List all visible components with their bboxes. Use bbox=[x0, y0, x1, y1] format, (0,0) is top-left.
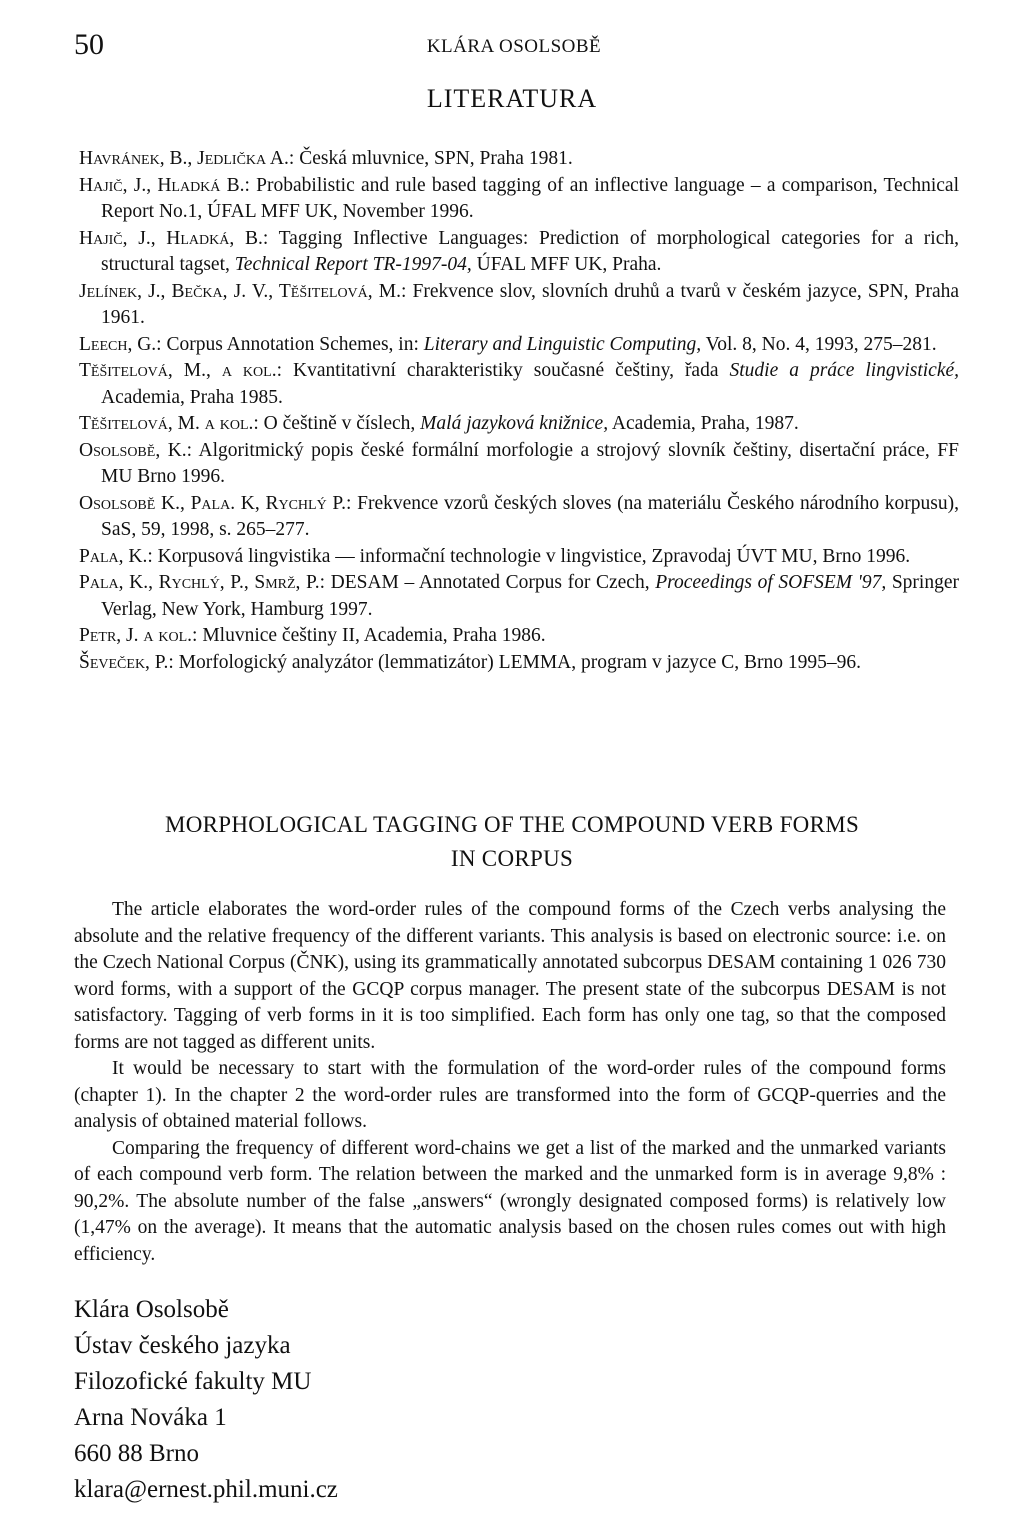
reference-authors: Těšitelová, M. a kol.: bbox=[79, 413, 259, 434]
reference-item bbox=[79, 544, 959, 571]
reference-authors: Hajič, J., Hladká B.: bbox=[79, 174, 250, 196]
reference-title: Kvantitativní charakteristiky současné češtiny, řada bbox=[293, 360, 719, 381]
author-institute: Ústav českého jazyka bbox=[74, 1332, 291, 1359]
reference-authors: Petr, J. a kol.: bbox=[79, 625, 198, 646]
reference-publication: Technical Report No.1, ÚFAL MFF UK, November 1996. bbox=[101, 174, 960, 222]
reference-authors: Leech, G.: bbox=[79, 333, 162, 355]
section-title: LITERATURA bbox=[426, 84, 598, 113]
reference-title: Frekvence slov, slovních druhů a tvarů v českém jazyce, bbox=[412, 280, 862, 302]
reference-item bbox=[79, 491, 959, 544]
author-address bbox=[74, 1292, 674, 1508]
reference-title: DESAM – Annotated Corpus for Czech, bbox=[330, 572, 650, 593]
reference-title: Algoritmický popis české formální morfologie a strojový slovník češtiny, disertační práce, bbox=[198, 439, 930, 461]
reference-authors: Osolsobě K., Pala. K, Rychlý P.: bbox=[79, 492, 352, 514]
reference-authors: Havránek, B., Jedlička A.: bbox=[79, 148, 295, 169]
reference-item bbox=[79, 438, 959, 491]
reference-series: Technical Report TR-1997-04, bbox=[234, 254, 472, 275]
reference-authors: Ševeček, P.: bbox=[79, 651, 174, 673]
reference-publication: Vol. 8, No. 4, 1993, 275–281. bbox=[705, 333, 937, 355]
article-title-line-2: IN CORPUS bbox=[450, 846, 574, 871]
article-title bbox=[80, 808, 944, 876]
reference-series: Proceedings of SOFSEM '97, bbox=[655, 572, 887, 593]
abstract-paragraph: The article elaborates the word-order rules of the compound forms of the Czech verbs analysing the absolute and the relative frequency of the different variants. This analysis is based on electronic source: i.e. on the Czech National Corpus (ČNK), using its grammatically annotated subcorpus DESAM containing 1 026 730 word forms, with a support of the GCQP corpus manager. The present state of the subcorpus DESAM is not satisfactory. Tagging of verb forms in it is too simplified. Each form has only one tag, so that the composed forms are not tagged as different units. bbox=[74, 899, 946, 1053]
reference-publication: Academia, Praha 1986. bbox=[363, 625, 546, 646]
reference-publication: FF MU Brno 1996. bbox=[101, 439, 959, 487]
abstract-paragraph: It would be necessary to start with the formulation of the word-order rules of the compound forms (chapter 1). In the chapter 2 the word-order rules are transformed into the form of GCQP-querries and the analysis of obtained material follows. bbox=[74, 1058, 946, 1132]
abstract-paragraph: Comparing the frequency of different word-chains we get a list of the marked and the unmarked variants of each compound verb form. The relation between the marked and the unmarked form is in average 9,8% : 90,2%. The absolute number of the false „answers“ (wrongly designated composed forms) is relatively low (1,47% on the average). It means that the automatic analysis based on the chosen rules comes out with high efficiency. bbox=[74, 1137, 946, 1265]
reference-title: Korpusová lingvistika — informační technologie v lingvistice, bbox=[157, 545, 647, 567]
reference-title: Probabilistic and rule based tagging of an inflective language – a comparison, bbox=[256, 174, 878, 196]
reference-list bbox=[79, 146, 959, 676]
reference-item bbox=[79, 358, 959, 411]
reference-item bbox=[79, 570, 959, 623]
reference-item bbox=[79, 332, 959, 359]
reference-authors: Jelínek, J., Bečka, J. V., Těšitelová, M.: bbox=[79, 280, 407, 302]
reference-item bbox=[79, 226, 959, 279]
reference-publication: Academia, Praha 1985. bbox=[101, 386, 283, 408]
reference-title: O češtině v číslech, bbox=[263, 413, 416, 434]
running-head: KLÁRA OSOLSOBĚ bbox=[426, 36, 602, 57]
reference-title: Corpus Annotation Schemes, in: bbox=[166, 333, 419, 355]
reference-publication: ÚFAL MFF UK, Praha. bbox=[476, 254, 662, 275]
abstract bbox=[74, 897, 946, 1268]
reference-item bbox=[79, 279, 959, 332]
reference-series: Literary and Linguistic Computing, bbox=[423, 333, 702, 355]
reference-publication: Springer Verlag, New York, Hamburg 1997. bbox=[101, 572, 959, 620]
reference-authors: Těšitelová, M., a kol.: bbox=[79, 360, 282, 381]
reference-authors: Hajič, J., Hladká, B.: bbox=[79, 227, 269, 249]
reference-publication: SaS, 59, 1998, s. 265–277. bbox=[101, 519, 310, 540]
page-header bbox=[74, 28, 954, 68]
reference-publication: Zpravodaj ÚVT MU, Brno 1996. bbox=[651, 545, 911, 567]
author-street: Arna Nováka 1 bbox=[74, 1404, 227, 1431]
reference-item bbox=[79, 173, 959, 226]
reference-title: Frekvence vzorů českých sloves (na materiálu Českého národního korpusu), bbox=[357, 492, 959, 514]
reference-title: Česká mluvnice, bbox=[299, 148, 430, 169]
reference-item bbox=[79, 411, 959, 438]
reference-publication: Academia, Praha, 1987. bbox=[611, 413, 799, 434]
reference-publication: SPN, Praha 1981. bbox=[434, 148, 573, 169]
author-city: 660 88 Brno bbox=[74, 1440, 199, 1467]
reference-item bbox=[79, 623, 959, 650]
author-faculty: Filozofické fakulty MU bbox=[74, 1368, 312, 1395]
reference-title: Morfologický analyzátor (lemmatizátor) LEMMA, bbox=[178, 651, 577, 673]
reference-publication: SPN, Praha 1961. bbox=[101, 280, 960, 328]
reference-authors: Pala, K.: bbox=[79, 545, 153, 567]
author-email: klara@ernest.phil.muni.cz bbox=[74, 1476, 338, 1503]
page-number: 50 bbox=[74, 28, 104, 61]
reference-title: Tagging Inflective Languages: Prediction of morphological categories for a rich, structural tagset, bbox=[101, 227, 960, 275]
reference-item bbox=[79, 146, 959, 173]
reference-item bbox=[79, 650, 959, 677]
reference-title: Mluvnice češtiny II, bbox=[202, 625, 360, 646]
reference-series: Malá jazyková knižnice, bbox=[420, 413, 609, 434]
reference-authors: Pala, K., Rychlý, P., Smrž, P.: bbox=[79, 572, 326, 593]
author-name: Klára Osolsobě bbox=[74, 1296, 229, 1323]
reference-series: Studie a práce lingvistické, bbox=[729, 360, 960, 381]
reference-authors: Osolsobě, K.: bbox=[79, 439, 193, 461]
article-title-line-1: MORPHOLOGICAL TAGGING OF THE COMPOUND VERB FORMS bbox=[164, 812, 860, 837]
reference-publication: program v jazyce C, Brno 1995–96. bbox=[581, 651, 861, 673]
